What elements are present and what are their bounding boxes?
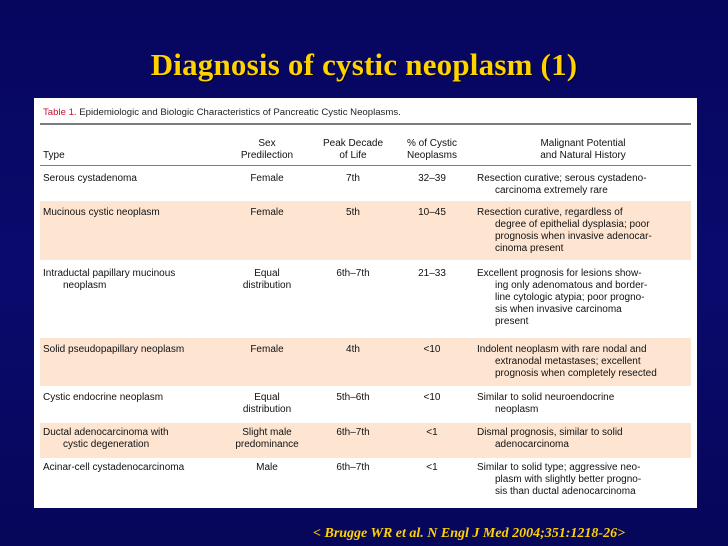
cell-mal-line: prognosis when completely resected — [495, 368, 657, 379]
header-mal — [477, 138, 689, 162]
table-title: Epidemiologic and Biologic Characteristics of Pancreatic Cystic Neoplasms. — [79, 107, 401, 118]
cell-mal — [477, 268, 689, 328]
cell-sex — [232, 392, 302, 416]
cell-mal — [477, 462, 689, 498]
table-row — [40, 388, 691, 422]
header-pct-line2: Neoplasms — [406, 150, 458, 161]
cell-sex-line: Male — [256, 462, 278, 473]
cell-sex-line: predominance — [235, 439, 299, 450]
cell-sex — [232, 427, 302, 451]
cell-type — [43, 268, 235, 292]
header-mal-line2: and Natural History — [540, 150, 626, 161]
cell-mal-line: cinoma present — [495, 243, 564, 254]
cell-pct: 32–39 — [418, 173, 446, 184]
citation: < Brugge WR et al. N Engl J Med 2004;351:1218-26> — [313, 526, 626, 541]
header-type: Type — [43, 150, 65, 161]
cell-mal-line: neoplasm — [495, 404, 539, 415]
cell-mal-line: extranodal metastases; excellent — [495, 356, 641, 367]
header-sex — [232, 138, 302, 162]
cell-pct: 10–45 — [418, 207, 446, 218]
table-label: Table 1. — [43, 107, 77, 118]
cell-mal-line: Resection curative; serous cystadeno- — [477, 173, 647, 184]
cell-mal — [477, 207, 689, 255]
cell-peak: 6th–7th — [336, 462, 370, 473]
cell-mal — [477, 392, 689, 416]
cell-sex-line: Female — [250, 344, 284, 355]
cell-type-line: Mucinous cystic neoplasm — [43, 207, 160, 218]
cell-pct: <10 — [423, 392, 441, 403]
caption-rule — [40, 123, 691, 125]
table-row — [40, 201, 691, 260]
table-row — [40, 423, 691, 458]
cell-type — [43, 427, 235, 451]
header-peak-line2: of Life — [339, 150, 367, 161]
cell-sex-line: Female — [250, 173, 284, 184]
table-row — [40, 459, 691, 503]
cell-peak: 6th–7th — [336, 268, 370, 279]
cell-sex-line: Equal — [254, 392, 280, 403]
cell-peak: 7th — [346, 173, 360, 184]
cell-pct: <1 — [426, 462, 438, 473]
cell-type — [43, 462, 235, 474]
table-caption — [43, 107, 401, 118]
cell-mal-line: Excellent prognosis for lesions show- — [477, 268, 642, 279]
cell-sex-line: distribution — [242, 280, 292, 291]
cell-mal-line: prognosis when invasive adenocar- — [495, 231, 652, 242]
table-row — [40, 169, 691, 199]
cell-type-line: Serous cystadenoma — [43, 173, 137, 184]
cell-mal — [477, 173, 689, 197]
cell-type-line: neoplasm — [63, 280, 107, 291]
cell-mal-line: Similar to solid type; aggressive neo- — [477, 462, 641, 473]
header-mal-line1: Malignant Potential — [540, 138, 626, 149]
cell-sex-line: Equal — [254, 268, 280, 279]
header-peak — [314, 138, 392, 162]
cell-mal-line: adenocarcinoma — [495, 439, 569, 450]
cell-mal-line: sis than ductal adenocarcinoma — [495, 486, 636, 497]
cell-type — [43, 207, 235, 219]
header-rule — [40, 165, 691, 166]
cell-mal — [477, 344, 689, 380]
cell-mal-line: Similar to solid neuroendocrine — [477, 392, 615, 403]
header-pct-line1: % of Cystic — [406, 138, 457, 149]
cell-type-line: Acinar-cell cystadenocarcinoma — [43, 462, 185, 473]
cell-sex-line: Slight male — [242, 427, 292, 438]
table-row — [40, 338, 691, 386]
cell-mal-line: plasm with slightly better progno- — [495, 474, 642, 485]
cell-sex — [232, 344, 302, 356]
cell-mal-line: present — [495, 316, 529, 327]
cell-sex — [232, 207, 302, 219]
cell-peak: 5th–6th — [336, 392, 370, 403]
cell-peak: 4th — [346, 344, 360, 355]
header-sex-line1: Sex — [258, 138, 276, 149]
cell-mal — [477, 427, 689, 451]
cell-type-line: Solid pseudopapillary neoplasm — [43, 344, 185, 355]
cell-type — [43, 173, 235, 185]
cell-mal-line: sis when invasive carcinoma — [495, 304, 622, 315]
table-header — [40, 128, 691, 164]
cell-mal-line: Indolent neoplasm with rare nodal and — [477, 344, 647, 355]
cell-sex-line: Female — [250, 207, 284, 218]
cell-sex — [232, 173, 302, 185]
cell-pct: <1 — [426, 427, 438, 438]
cell-pct: <10 — [423, 344, 441, 355]
cell-mal-line: Resection curative, regardless of — [477, 207, 623, 218]
slide-title: Diagnosis of cystic neoplasm (1) — [150, 47, 578, 82]
cell-mal-line: degree of epithelial dysplasia; poor — [495, 219, 650, 230]
header-peak-line1: Peak Decade — [322, 138, 384, 149]
cell-mal-line: Dismal prognosis, similar to solid — [477, 427, 623, 438]
cell-type-line: Intraductal papillary mucinous — [43, 268, 176, 279]
cell-sex — [232, 462, 302, 474]
cell-type-line: Ductal adenocarcinoma with — [43, 427, 169, 438]
cell-mal-line: line cytologic atypia; poor progno- — [495, 292, 645, 303]
cell-type-line: Cystic endocrine neoplasm — [43, 392, 164, 403]
cell-peak: 6th–7th — [336, 427, 370, 438]
cell-sex-line: distribution — [242, 404, 292, 415]
cell-type — [43, 344, 235, 356]
cell-mal-line: carcinoma extremely rare — [495, 185, 608, 196]
table-row — [40, 262, 691, 337]
header-pct — [396, 138, 468, 162]
cell-mal-line: ing only adenomatous and border- — [495, 280, 648, 291]
cell-type — [43, 392, 235, 404]
cell-pct: 21–33 — [418, 268, 446, 279]
header-sex-line2: Predilection — [240, 150, 294, 161]
cell-type-line: cystic degeneration — [63, 439, 150, 450]
cell-sex — [232, 268, 302, 292]
cell-peak: 5th — [346, 207, 360, 218]
